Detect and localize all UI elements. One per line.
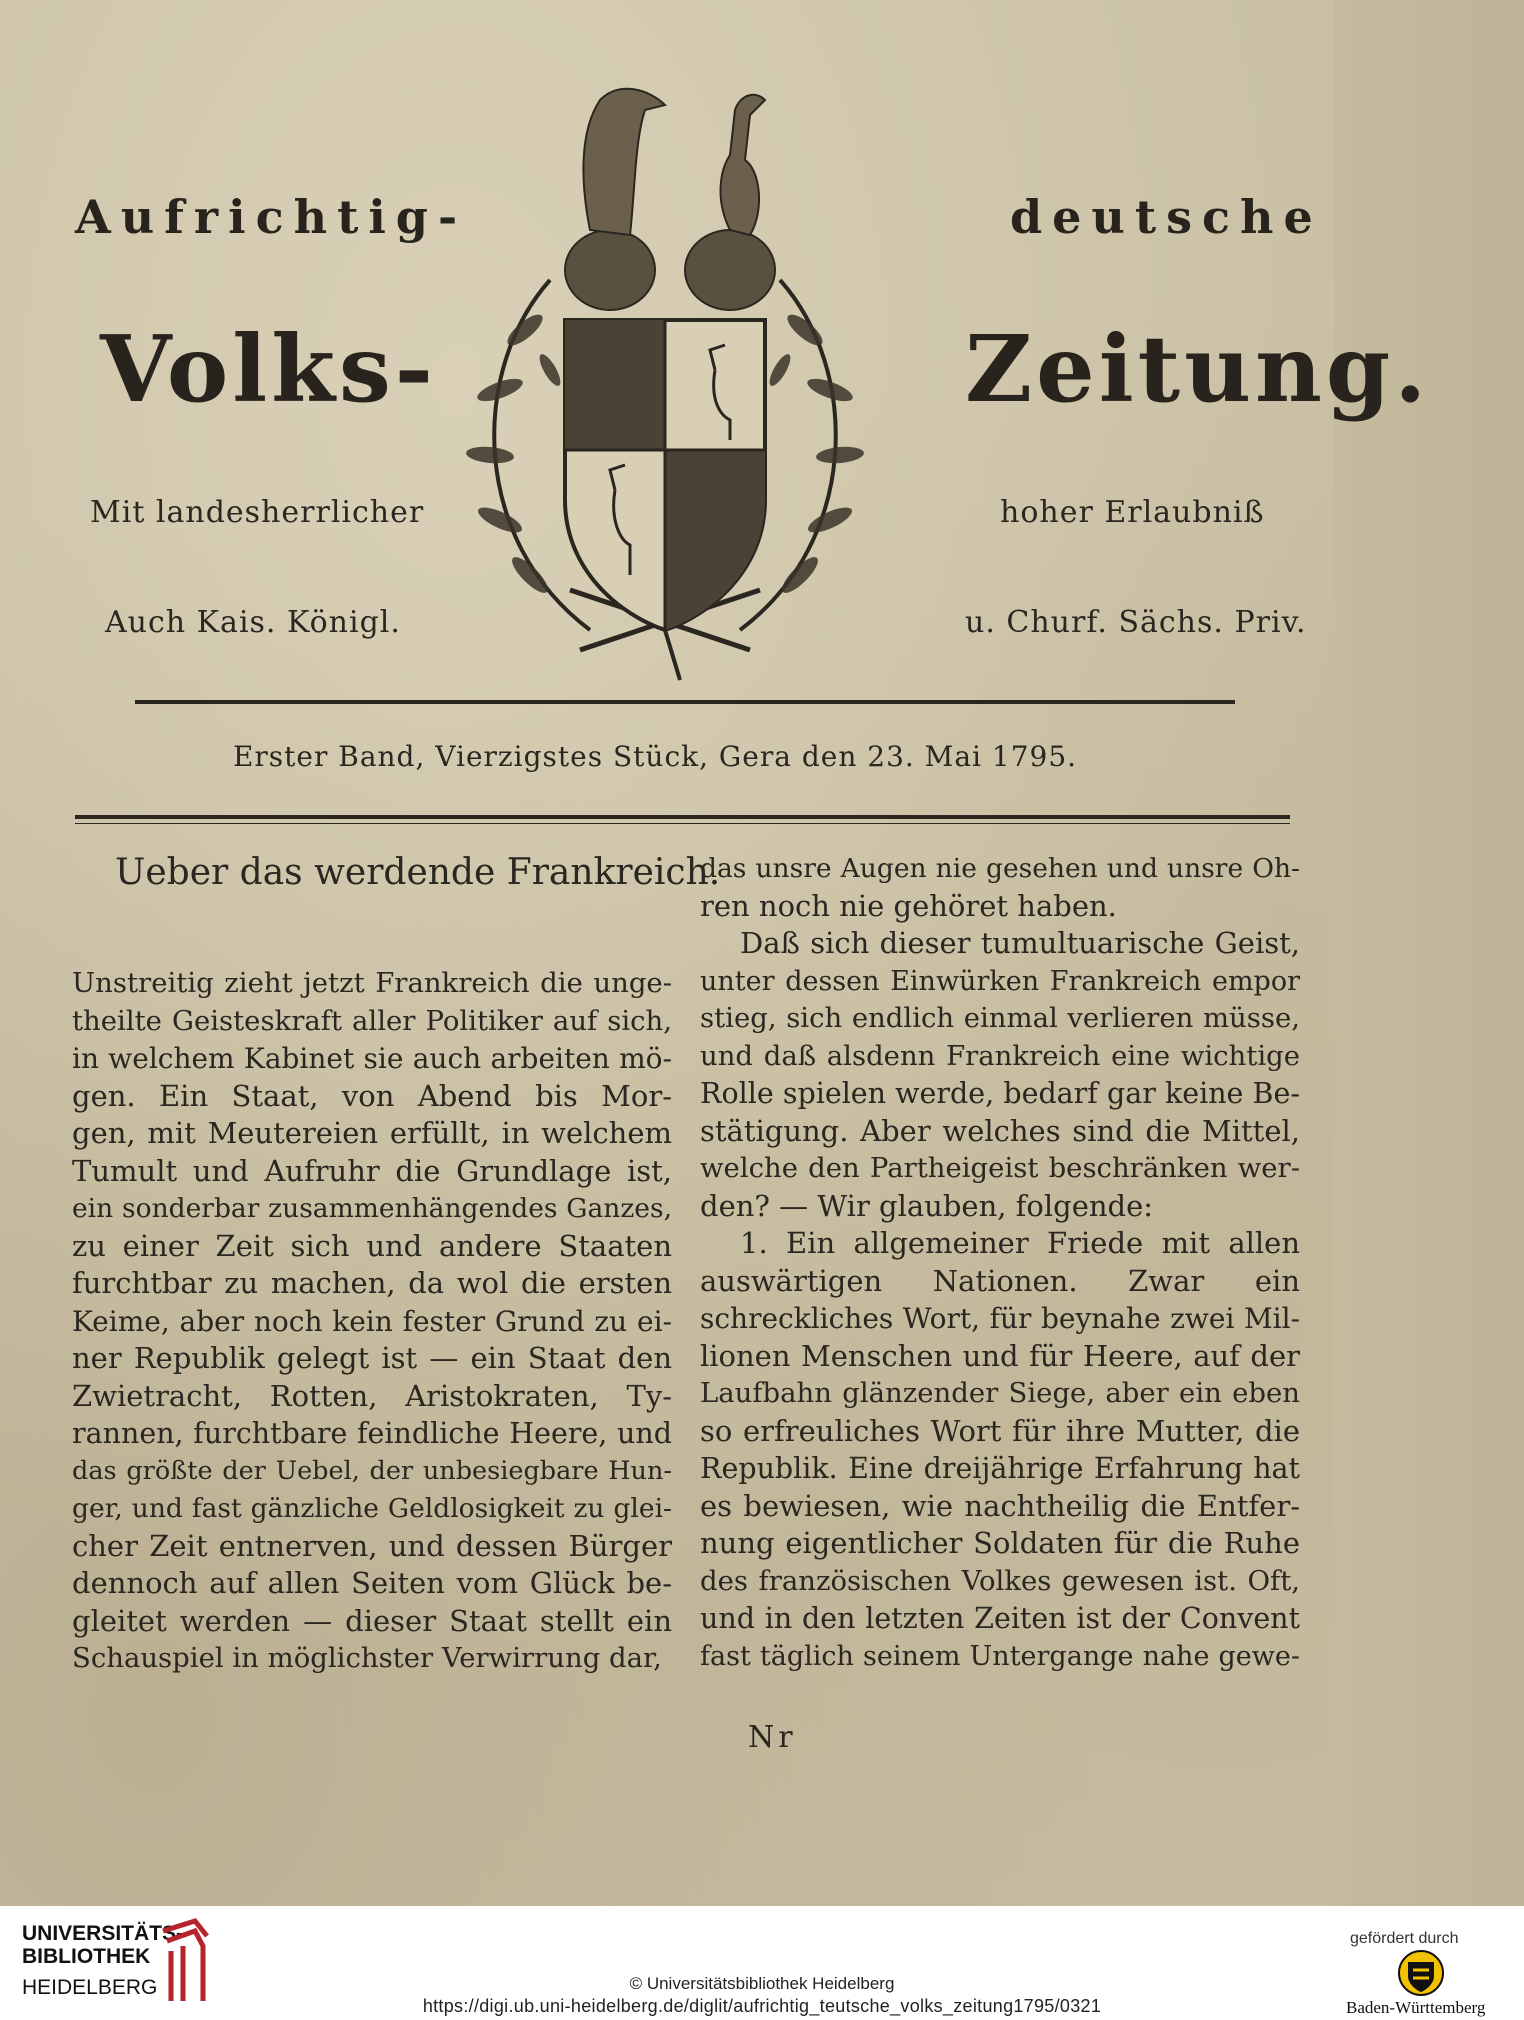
page-edge <box>1334 0 1524 1906</box>
text-line: in welchem Kabinet sie auch arbeiten mö- <box>72 1042 672 1075</box>
dateline-rule-thin <box>75 823 1290 824</box>
text-line: Rolle spielen werde, bedarf gar keine Be- <box>700 1077 1300 1110</box>
library-name-line1: UNIVERSITÄTS- <box>22 1922 184 1945</box>
text-line: und daß alsdenn Frankreich eine wichtige <box>700 1039 1300 1072</box>
masthead-word-aufrichtig: Aufrichtig- <box>75 190 468 244</box>
text-line: ner Republik gelegt ist — ein Staat den <box>72 1341 672 1375</box>
text-line: Keime, aber noch kein fester Grund zu ei- <box>72 1304 672 1338</box>
text-line: zu einer Zeit sich und andere Staaten <box>72 1228 672 1263</box>
text-line: 1. Ein allgemeiner Friede mit allen <box>740 1226 1300 1260</box>
article-right-column <box>700 850 1300 1675</box>
text-line: den? — Wir glauben, folgende: <box>700 1188 1154 1223</box>
text-line: stätigung. Aber welches sind die Mittel, <box>700 1113 1300 1148</box>
copyright-notice: © Universitätsbibliothek Heidelberg <box>629 1974 895 1993</box>
catchword: Nr <box>748 1720 797 1755</box>
masthead-word-volks: Volks- <box>100 315 437 423</box>
baden-wuerttemberg-crest-icon <box>1396 1948 1446 1998</box>
text-line: Unstreitig zieht jetzt Frankreich die unge- <box>72 967 672 999</box>
text-line: gen, mit Meutereien erfüllt, in welchem <box>72 1116 672 1150</box>
text-line: welche den Partheigeist beschränken wer- <box>700 1152 1300 1184</box>
text-line: gen. Ein Staat, von Abend bis Mor- <box>72 1078 672 1113</box>
text-line: gleitet werden — dieser Staat stellt ein <box>72 1603 672 1638</box>
text-line: Republik. Eine dreijährige Erfahrung hat <box>700 1452 1300 1485</box>
masthead-rule <box>135 700 1235 704</box>
coat-of-arms-emblem <box>430 70 900 690</box>
text-line: nung eigentlicher Soldaten für die Ruhe <box>700 1526 1300 1560</box>
text-line: schreckliches Wort, für beynahe zwei Mil- <box>700 1302 1300 1335</box>
text-line: dennoch auf allen Seiten vom Glück be- <box>72 1566 672 1600</box>
source-url-link[interactable]: https://digi.ub.uni-heidelberg.de/diglit/aufrichtig_teutsche_volks_zeitung1795/0321 <box>422 1996 1102 2016</box>
text-line: ger, und fast gänzliche Geldlosigkeit zu glei- <box>72 1493 672 1524</box>
text-line: des französischen Volkes gewesen ist. Oft, <box>700 1564 1300 1597</box>
text-line: stieg, sich endlich einmal verlieren müsse, <box>700 1002 1300 1034</box>
masthead-privilege-left: Mit landesherrlicher <box>90 495 425 530</box>
text-line: fast täglich seinem Untergange nahe gewe- <box>700 1640 1300 1672</box>
text-line: das unsre Augen nie gesehen und unsre Oh- <box>700 853 1300 884</box>
text-line: theilte Geisteskraft aller Politiker auf sich, <box>72 1004 672 1037</box>
masthead-word-deutsche: deutsche <box>1010 190 1323 244</box>
text-line: und in den letzten Zeiten ist der Convent <box>700 1602 1300 1635</box>
article-title: Ueber das werdende Frankreich. <box>115 852 721 893</box>
text-line: Tumult und Aufruhr die Grundlage ist, <box>72 1153 672 1188</box>
dateline: Erster Band, Vierzigstes Stück, Gera den 23. Mai 1795. <box>232 740 1078 773</box>
text-line: so erfreuliches Wort für ihre Mutter, die <box>700 1413 1300 1448</box>
masthead-privilege-right: hoher Erlaubniß <box>1000 495 1265 530</box>
text-line: es bewiesen, wie nachtheilig die Entfer- <box>700 1488 1300 1523</box>
text-line: Laufbahn glänzender Siege, aber ein eben <box>700 1377 1300 1409</box>
library-name-line2: BIBLIOTHEK <box>22 1945 151 1968</box>
text-line: Zwietracht, Rotten, Aristokraten, Ty- <box>72 1378 672 1413</box>
text-line: Daß sich dieser tumultuarische Geist, <box>740 926 1300 960</box>
text-line: cher Zeit entnerven, und dessen Bürger <box>72 1528 672 1563</box>
text-line: ren noch nie gehöret haben. <box>700 888 1117 923</box>
text-line: lionen Menschen und für Heere, auf der <box>700 1338 1300 1373</box>
masthead-imperial-right: u. Churf. Sächs. Priv. <box>965 605 1307 640</box>
dateline-rule-thick <box>75 815 1290 819</box>
library-city: HEIDELBERG <box>22 1976 158 1999</box>
text-line: auswärtigen Nationen. Zwar ein <box>700 1263 1300 1298</box>
funded-by-label: gefördert durch <box>1350 1930 1459 1947</box>
article-left-column <box>72 965 672 1678</box>
masthead-word-zeitung: Zeitung. <box>965 315 1431 423</box>
masthead-imperial-left: Auch Kais. Königl. <box>105 605 401 640</box>
text-line: ein sonderbar zusammenhängendes Ganzes, <box>72 1193 672 1224</box>
text-line: Schauspiel in möglichster Verwirrung dar, <box>72 1642 662 1674</box>
text-line: rannen, furchtbare feindliche Heere, und <box>72 1417 672 1450</box>
text-line: unter dessen Einwürken Frankreich empor <box>700 965 1300 997</box>
text-line: das größte der Uebel, der unbesiegbare Hun- <box>72 1455 672 1486</box>
text-line: furchtbar zu machen, da wol die ersten <box>72 1266 672 1300</box>
funder-name: Baden-Württemberg <box>1346 1998 1486 2017</box>
